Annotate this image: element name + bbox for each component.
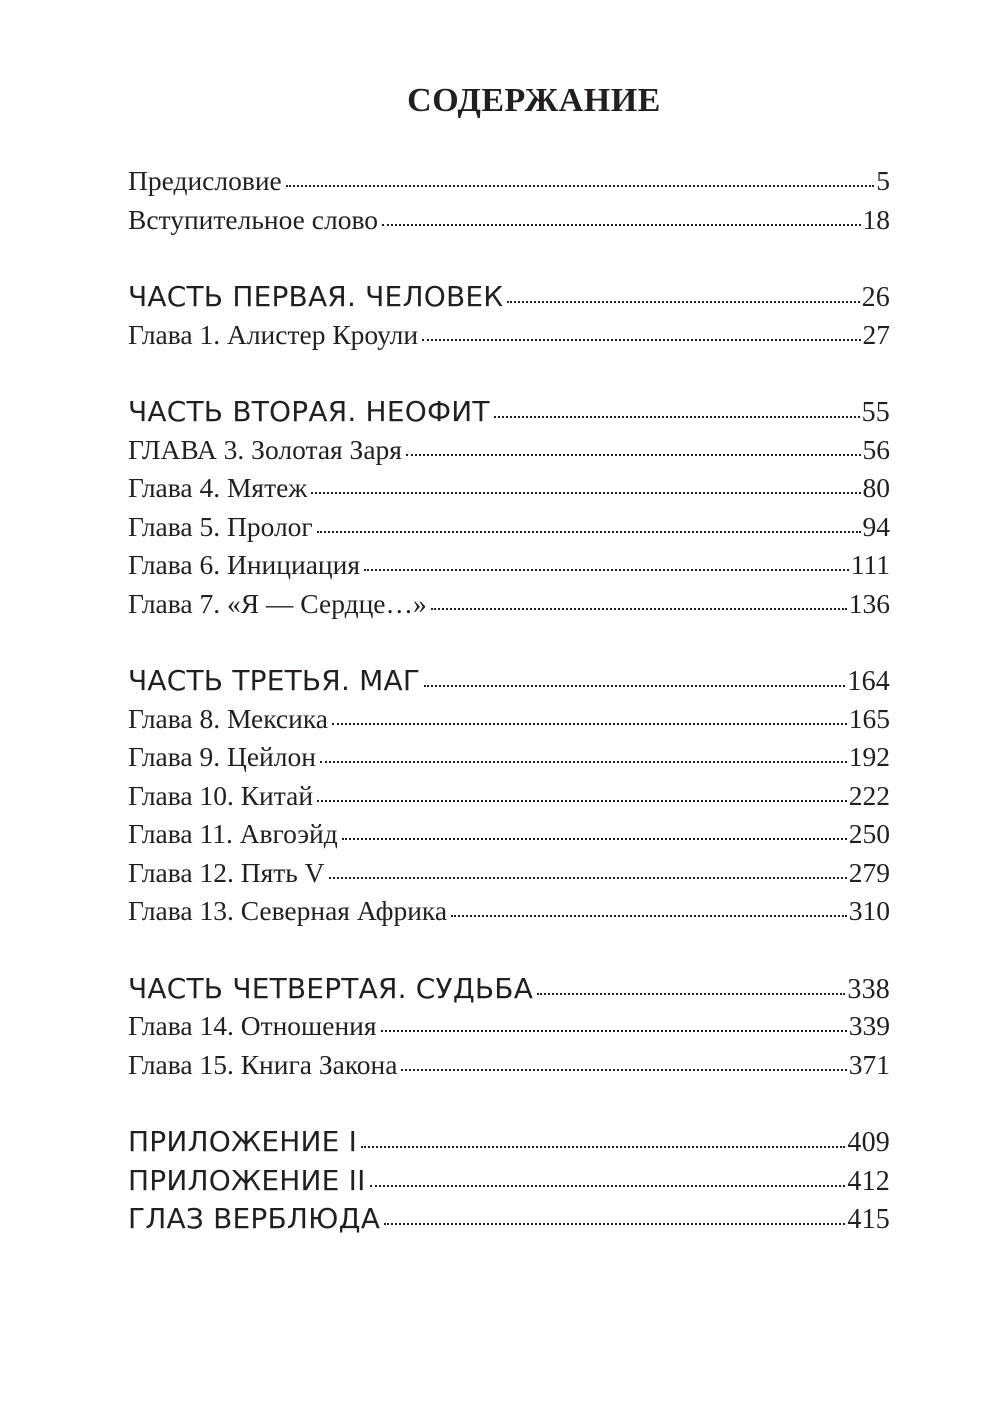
section-gap (128, 1087, 890, 1125)
toc-entry-page: 279 (848, 856, 890, 888)
toc-entry-label: ГЛАЗ ВЕРБЛЮДА (128, 1202, 381, 1235)
toc-part-heading[interactable] (128, 280, 890, 319)
dot-leader (494, 416, 860, 418)
toc-entry-page: 5 (876, 165, 890, 196)
toc-chapter-entry[interactable] (128, 703, 890, 742)
toc-entry-label: Глава 1. Алистер Кроули (128, 318, 419, 350)
dot-leader (361, 1146, 845, 1148)
toc-entry-label: Глава 13. Северная Африка (128, 895, 448, 926)
toc-chapter-entry[interactable] (128, 434, 890, 473)
toc-entry-label: Глава 5. Пролог (128, 510, 313, 542)
toc-entry-label: ЧАСТЬ ТРЕТЬЯ. МАГ (128, 664, 421, 697)
toc-entry-page: 371 (848, 1048, 890, 1080)
dot-leader (311, 492, 860, 494)
toc-entry-page: 26 (861, 282, 890, 313)
toc-entry-label: Предисловие (128, 165, 282, 196)
dot-leader (381, 1030, 847, 1032)
toc-entry-page: 310 (848, 895, 890, 926)
toc-part-2-section (128, 395, 890, 626)
toc-intro-section (128, 165, 890, 242)
toc-entry-label: Глава 15. Книга Закона (128, 1048, 398, 1080)
toc-entry-label: Глава 9. Цейлон (128, 741, 316, 772)
toc-entry-page: 409 (847, 1127, 890, 1158)
section-gap (128, 242, 890, 280)
toc-chapter-entry[interactable] (128, 511, 890, 550)
toc-chapter-entry[interactable] (128, 472, 890, 511)
toc-entry-page: 165 (848, 702, 890, 734)
page-title: СОДЕРЖАНИЕ (407, 82, 661, 119)
dot-leader (370, 1185, 846, 1187)
toc-entry-page: 18 (862, 203, 890, 235)
dot-leader (382, 224, 861, 226)
toc-entry-page: 222 (848, 779, 890, 811)
toc-part-heading[interactable] (128, 395, 890, 434)
dot-leader (317, 531, 861, 533)
toc-entry-preface[interactable] (128, 165, 890, 204)
toc-entry-label: ГЛАВА 3. Золотая Заря (128, 433, 402, 465)
toc-entry-page: 415 (847, 1204, 890, 1235)
toc-part-1-section (128, 280, 890, 357)
dot-leader (406, 454, 861, 456)
toc-entry-label: Глава 7. «Я — Сердце…» (128, 587, 427, 619)
toc-entry-page: 250 (848, 818, 890, 849)
dot-leader (286, 185, 875, 187)
toc-entry-label: Глава 4. Мятеж (128, 472, 308, 503)
toc-entry-label: Глава 14. Отношения (128, 1010, 377, 1041)
toc-entry-label: Глава 6. Инициация (128, 549, 360, 580)
dot-leader (424, 685, 845, 687)
toc-entry-page: 94 (862, 510, 890, 542)
toc-chapter-entry[interactable] (128, 319, 890, 358)
dot-leader (451, 915, 847, 917)
toc-entry-page: 111 (850, 549, 890, 580)
dot-leader (342, 838, 847, 840)
toc-entry-label: Вступительное слово (128, 203, 378, 235)
toc-entry-label: Глава 8. Мексика (128, 702, 329, 734)
toc-entry-page: 80 (862, 472, 890, 503)
toc-entry-page: 412 (847, 1165, 890, 1197)
dot-leader (317, 800, 847, 802)
toc-entry-page: 136 (848, 587, 890, 619)
dot-leader (422, 339, 860, 341)
toc-chapter-entry[interactable] (128, 588, 890, 627)
dot-leader (507, 301, 859, 303)
section-gap (128, 626, 890, 664)
toc-entry-page: 164 (847, 666, 890, 697)
dot-leader (332, 723, 847, 725)
dot-leader (384, 1223, 845, 1225)
toc-entry-page: 56 (862, 433, 890, 465)
dot-leader (320, 761, 847, 763)
toc-chapter-entry[interactable] (128, 549, 890, 588)
toc-entry-label: ЧАСТЬ ЧЕТВЕРТАЯ. СУДЬБА (128, 971, 534, 1005)
toc-appendix-section (128, 1125, 890, 1241)
toc-chapter-entry[interactable] (128, 1010, 890, 1049)
toc-part-heading[interactable] (128, 972, 890, 1011)
toc-chapter-entry[interactable] (128, 1049, 890, 1088)
toc-entry-label: Глава 11. Авгоэйд (128, 818, 338, 849)
toc-chapter-entry[interactable] (128, 818, 890, 857)
toc-part-3-section (128, 664, 890, 934)
section-gap (128, 934, 890, 972)
toc-entry-label: ПРИЛОЖЕНИЕ II (128, 1163, 366, 1197)
dot-leader (431, 608, 847, 610)
toc-appendix-entry[interactable] (128, 1202, 890, 1241)
toc-chapter-entry[interactable] (128, 895, 890, 934)
toc-entry-page: 55 (861, 397, 890, 428)
toc-entry-label: Глава 12. Пять V (128, 856, 325, 888)
dot-leader (537, 993, 845, 995)
toc-entry-page: 27 (862, 318, 890, 350)
table-of-contents (128, 165, 890, 1241)
dot-leader (329, 877, 847, 879)
toc-chapter-entry[interactable] (128, 780, 890, 819)
toc-chapter-entry[interactable] (128, 741, 890, 780)
toc-entry-label: ЧАСТЬ ПЕРВАЯ. ЧЕЛОВЕК (128, 280, 504, 313)
toc-chapter-entry[interactable] (128, 857, 890, 896)
toc-entry-page: 338 (847, 973, 890, 1005)
toc-entry-page: 192 (848, 741, 890, 772)
toc-entry-label: ЧАСТЬ ВТОРАЯ. НЕОФИТ (128, 395, 490, 428)
toc-appendix-entry[interactable] (128, 1164, 890, 1203)
toc-part-4-section (128, 972, 890, 1088)
toc-entry-page: 339 (848, 1010, 890, 1041)
toc-entry-label: Глава 10. Китай (128, 779, 314, 811)
dot-leader (364, 569, 849, 571)
dot-leader (401, 1069, 846, 1071)
section-gap (128, 357, 890, 395)
toc-appendix-entry[interactable] (128, 1125, 890, 1164)
toc-entry-introductory-word[interactable] (128, 204, 890, 243)
toc-entry-label: ПРИЛОЖЕНИЕ I (128, 1125, 358, 1158)
toc-part-heading[interactable] (128, 664, 890, 703)
